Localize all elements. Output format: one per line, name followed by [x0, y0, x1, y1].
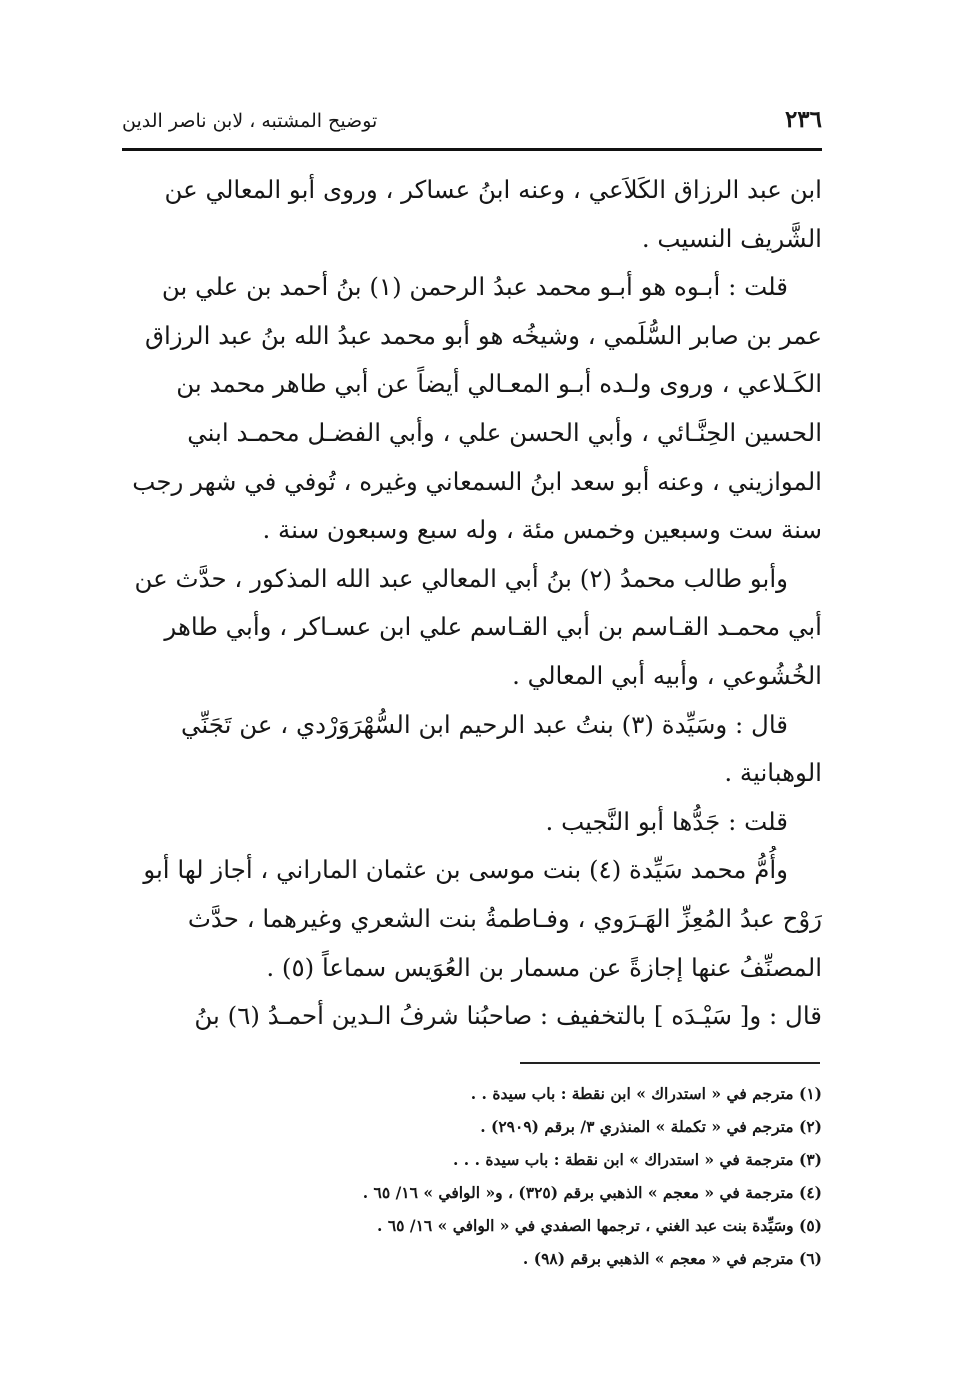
text-line: ابن عبد الرزاق الكَلاَعي ، وعنه ابنُ عساكر ، وروى أبو المعالي عن — [164, 175, 822, 204]
text-line: أبي محمـد القـاسم بن أبي القـاسم علي ابن عسـاكر ، وأبي طاهر — [164, 612, 822, 642]
text-line: الشَّريف النسيب . — [641, 223, 822, 253]
text-line: قلت : جَدُّها أبو النَّجيب . — [545, 806, 788, 836]
text-line: الكَـلاعي ، وروى ولـده أبـو المعـالي أيضاً عن أبي طاهر محمد بن — [176, 369, 822, 399]
text-line: قلت : أبـوه هو أبـو محمد عبدُ الرحمن (١) بنُ أحمد بن علي بن — [161, 272, 788, 302]
text-line: عمر بن صابر السُّلَمي ، وشيخُه هو أبو محمد عبدُ الله بنُ عبد الرزاق — [144, 320, 822, 350]
footnote-6: (٦) مترجم في « معجم » الذهبي برقم (٩٨) . — [522, 1249, 822, 1268]
running-title: توضيح المشتبه ، لابن ناصر الدين — [122, 110, 378, 132]
text-line: رَوْح عبدُ المُعِزِّ الهَـرَوي ، وفـاطمةُ بنت الشعري وغيرهما ، حدَّث — [187, 903, 822, 933]
text-line: الموازيني ، وعنه أبو سعد ابنُ السمعاني وغيره ، تُوفي في شهر رجب — [132, 466, 822, 496]
page-number: ٢٣٦ — [784, 106, 822, 133]
footnote-4: (٤) مترجمة في « معجم » الذهبي برقم (٣٢٥) ، و« الوافي » ١٦/ ٦٥ . — [362, 1183, 822, 1202]
text-line: قال : و[ سَيْـدَه ] بالتخفيف : صاحبُنا شرفُ الـدين أحمـدُ (٦) بنُ — [194, 1001, 822, 1031]
text-line: المصنِّفُ عنها إجازةً عن مسمار بن العُوَيس سماعاً (٥) . — [266, 952, 822, 982]
text-line: الوهبانية . — [724, 758, 822, 788]
text-line: الخُشُوعي ، وأبيه أبي المعالي . — [512, 660, 822, 690]
footnote-1: (١) مترجم في « استدراك » ابن نقطة : باب سيدة . . — [470, 1084, 822, 1103]
text-line: قال : وسَيِّدة (٣) بنتُ عبد الرحيم ابن السُّهْرَوَرْدي ، عن تَجَنِّي — [180, 709, 788, 739]
footnote-3: (٣) مترجمة في « استدراك » ابن نقطة : باب سيدة . . . — [453, 1150, 822, 1169]
footnote-rule — [520, 1062, 820, 1064]
page-header — [122, 106, 822, 140]
footnotes — [280, 1077, 822, 1275]
footnote-2: (٢) مترجم في « تكملة » المنذري ٣/ برقم (٢٩٠٩) . — [480, 1117, 822, 1136]
header-rule — [122, 148, 822, 151]
text-line: وأبو طالب محمدُ (٢) بنُ أبي المعالي عبد الله المذكور ، حدَّث عن — [134, 563, 788, 593]
text-line: الحسين الحِنَّـائي ، وأبي الحسن علي ، وأبي الفضـل محمـد ابني — [187, 417, 822, 447]
text-line: وأُمُّ محمد سَيِّدة (٤) بنت موسى بن عثمان الماراني ، أجاز لها أبو — [143, 855, 788, 885]
text-line: سنة ست وسبعين وخمس مئة ، وله سبع وسبعون سنة . — [262, 515, 822, 545]
footnote-5: (٥) وسَيِّدة بنت عبد الغني ، ترجمها الصفدي في « الوافي » ١٦/ ٦٥ . — [377, 1216, 822, 1235]
main-text — [122, 166, 822, 1041]
